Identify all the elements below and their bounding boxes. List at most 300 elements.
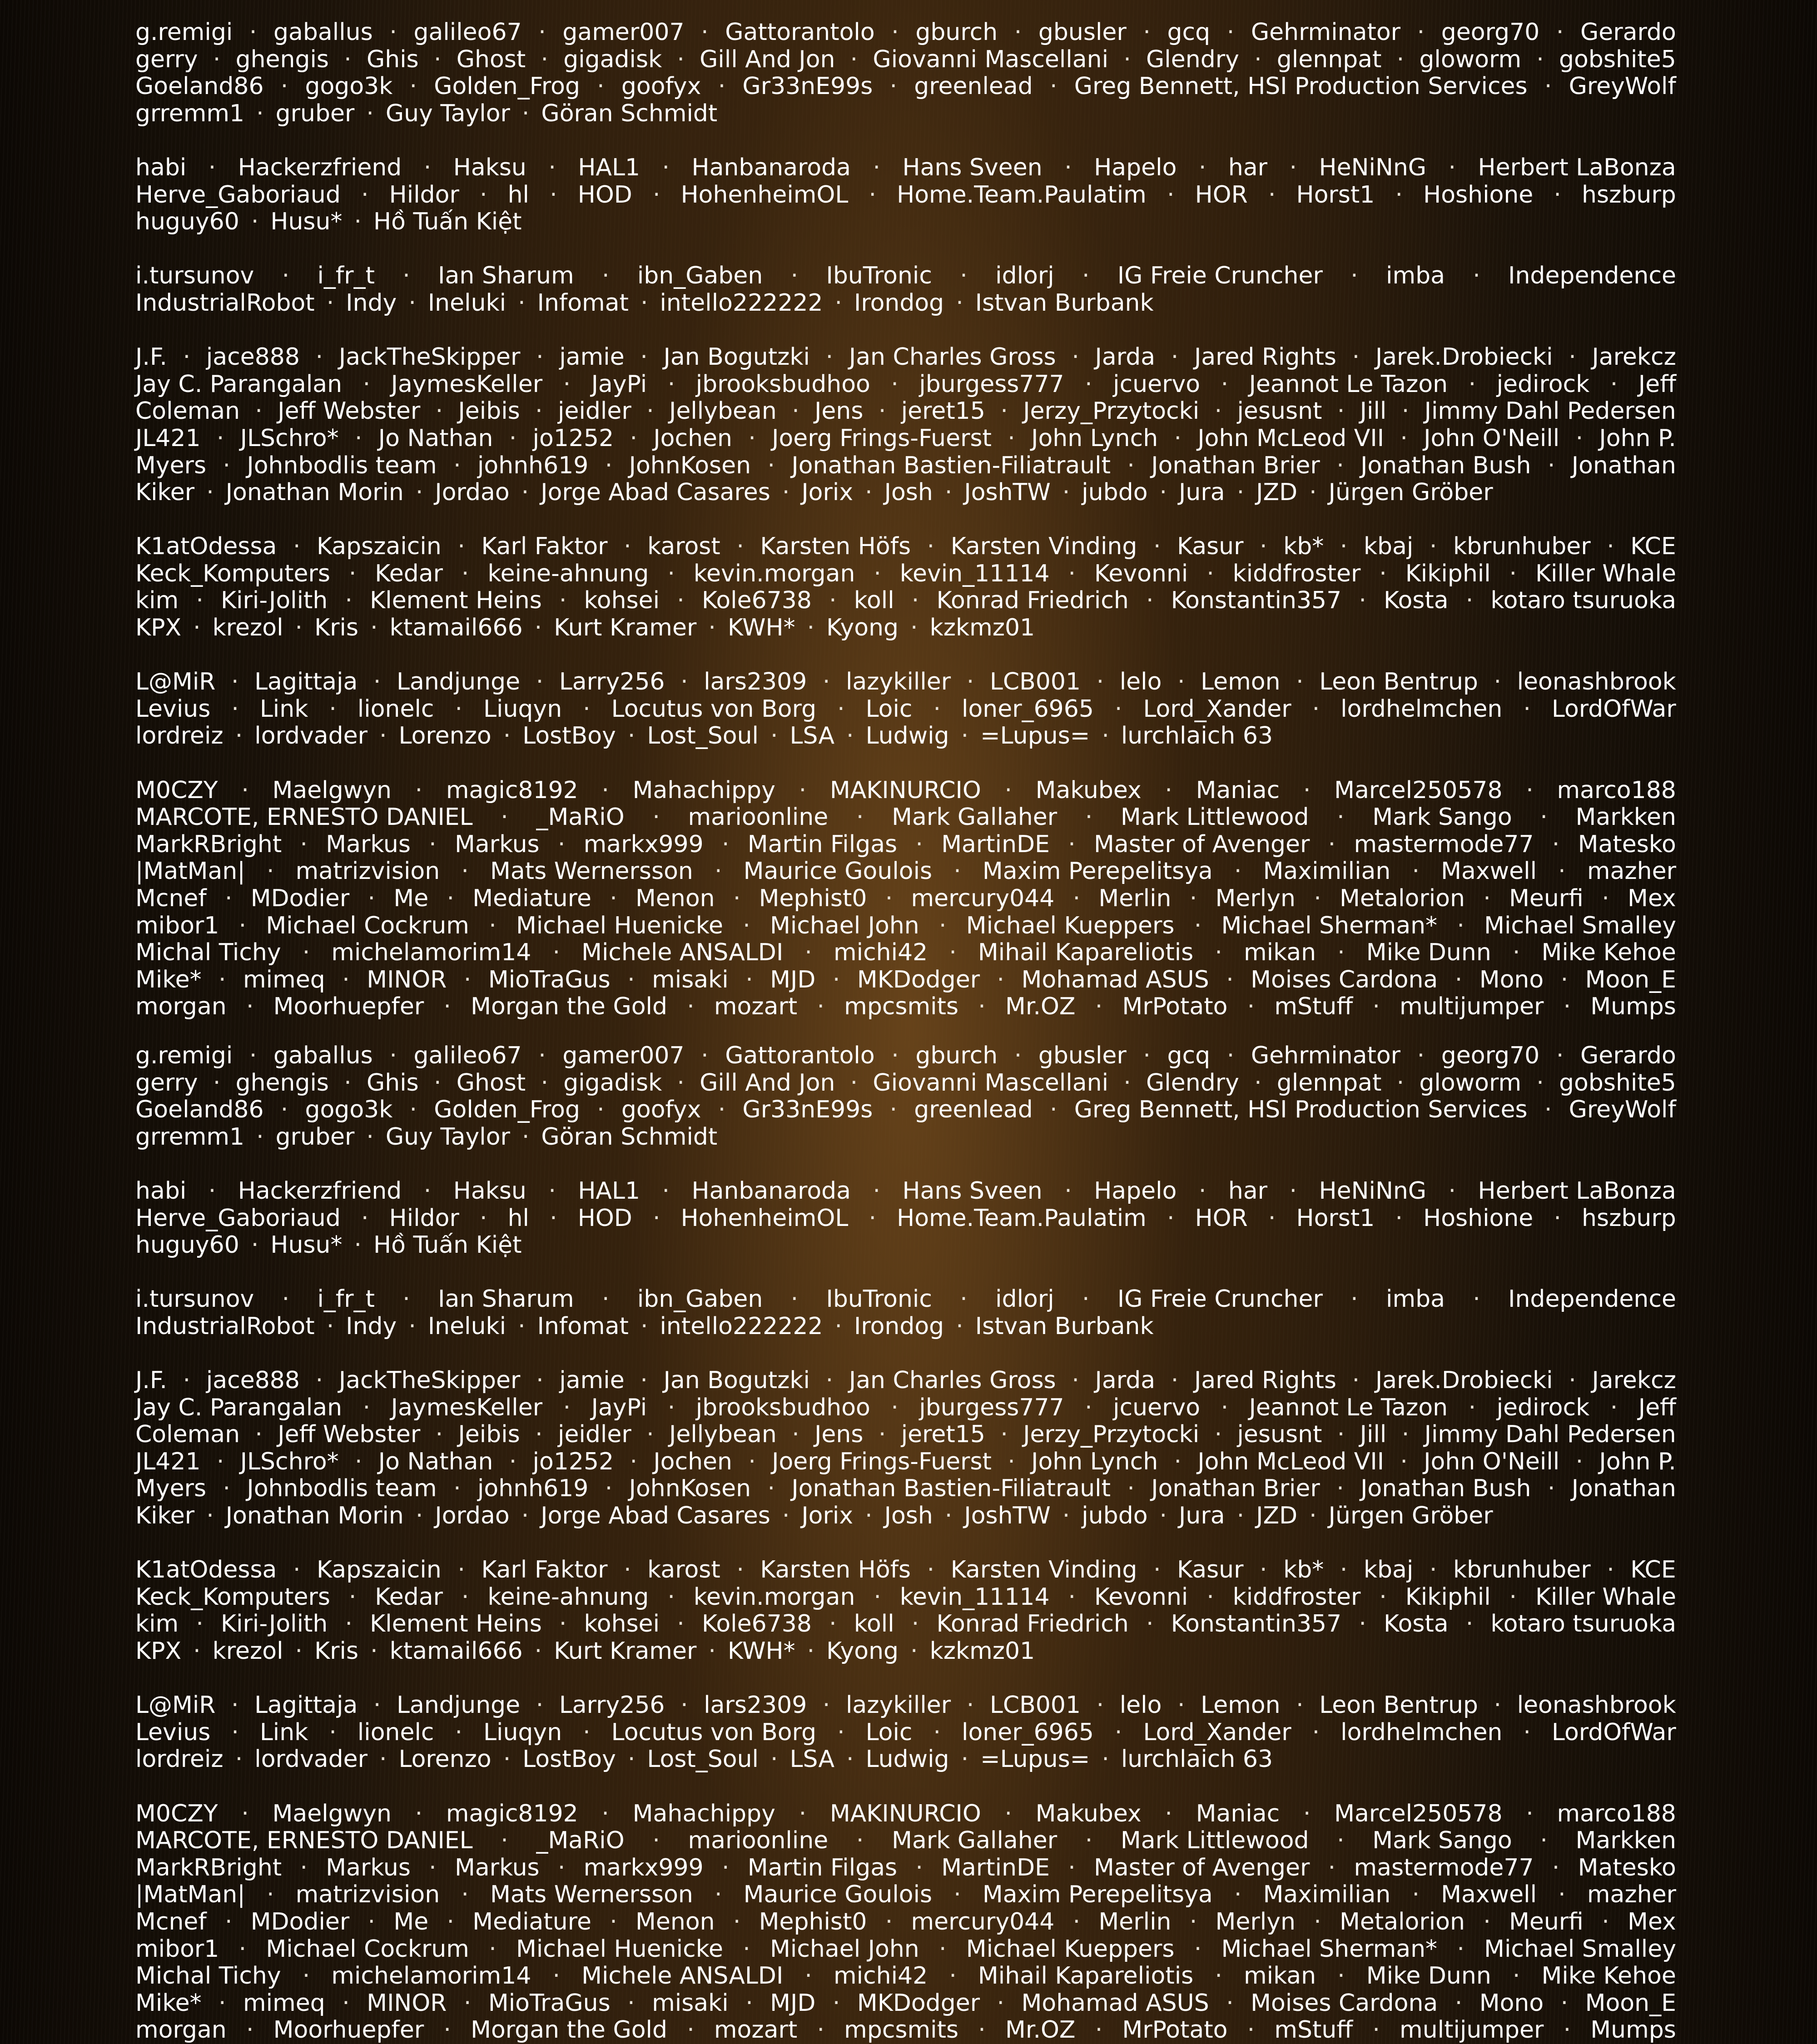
contributor-name: Indy bbox=[346, 1312, 397, 1340]
separator-dot: · bbox=[315, 343, 323, 371]
contributor-name: JL421 bbox=[135, 424, 201, 452]
contributor-name: Karsten Höfs bbox=[760, 1556, 911, 1584]
contributor-name: Michele ANSALDI bbox=[581, 1962, 784, 1990]
separator-dot: · bbox=[1303, 776, 1311, 804]
separator-dot: · bbox=[714, 858, 722, 885]
separator-dot: · bbox=[646, 1421, 654, 1449]
separator-dot: · bbox=[1372, 2016, 1380, 2044]
separator-dot: · bbox=[745, 966, 753, 993]
contributor-name: habi bbox=[135, 1177, 187, 1205]
separator-dot: · bbox=[443, 993, 451, 1021]
separator-dot: · bbox=[231, 695, 239, 723]
credits-line bbox=[135, 208, 1676, 236]
contributor-name: John O'Neill bbox=[1424, 1448, 1560, 1475]
contributor-name: Levius bbox=[135, 695, 211, 723]
contributor-name: IG Freie Cruncher bbox=[1117, 1285, 1323, 1313]
contributor-name: Karl Faktor bbox=[481, 1556, 608, 1584]
separator-dot: · bbox=[837, 1718, 845, 1746]
contributor-name: lionelc bbox=[357, 1718, 434, 1746]
credits-line bbox=[135, 19, 1676, 46]
separator-dot: · bbox=[461, 858, 469, 885]
separator-dot: · bbox=[701, 1042, 709, 1069]
contributor-name: i_fr_t bbox=[317, 1285, 375, 1313]
contributor-name: multijumper bbox=[1400, 2016, 1544, 2044]
credits-line bbox=[135, 344, 1676, 371]
separator-dot: · bbox=[1337, 1827, 1345, 1855]
separator-dot: · bbox=[1314, 885, 1321, 912]
separator-dot: · bbox=[630, 424, 638, 452]
contributor-name: mpcsmits bbox=[844, 993, 959, 1021]
contributor-name: Hoshione bbox=[1423, 181, 1534, 208]
separator-dot: · bbox=[1395, 181, 1403, 208]
contributor-name: Jimmy Dahl Pedersen bbox=[1424, 1421, 1676, 1449]
separator-dot: · bbox=[1396, 1069, 1405, 1096]
contributor-name: Hackerzfriend bbox=[238, 154, 402, 181]
credits-line bbox=[135, 100, 1676, 128]
separator-dot: · bbox=[1340, 1556, 1348, 1584]
separator-dot: · bbox=[927, 1556, 935, 1584]
separator-dot: · bbox=[1004, 776, 1012, 804]
credits-line bbox=[135, 1232, 1676, 1259]
contributor-name: K1atOdessa bbox=[135, 533, 277, 561]
contributor-name: jcuervo bbox=[1113, 1394, 1201, 1421]
separator-dot: · bbox=[367, 885, 376, 912]
contributor-name: greenlead bbox=[914, 1096, 1033, 1124]
contributor-name: JZD bbox=[1256, 479, 1298, 506]
separator-dot: · bbox=[1523, 695, 1531, 723]
separator-dot: · bbox=[1171, 343, 1179, 371]
separator-dot: · bbox=[1412, 858, 1420, 885]
contributor-name: gloworm bbox=[1419, 1069, 1522, 1096]
separator-dot: · bbox=[889, 73, 898, 100]
contributor-name: MINOR bbox=[367, 1989, 447, 2017]
contributor-name: Menon bbox=[635, 885, 715, 912]
contributor-name: har bbox=[1228, 1177, 1268, 1205]
contributor-name: Michael Kueppers bbox=[966, 1935, 1175, 1963]
contributor-name: Kevonni bbox=[1094, 560, 1188, 587]
contributor-name: karost bbox=[647, 533, 720, 561]
credits-line bbox=[135, 1475, 1676, 1503]
separator-dot: · bbox=[652, 804, 660, 831]
separator-dot: · bbox=[1457, 912, 1465, 939]
contributor-name: lurchlaich 63 bbox=[1121, 722, 1273, 750]
contributor-name: Jellybean bbox=[669, 397, 777, 425]
contributor-name: Hồ Tuấn Kiệt bbox=[373, 1231, 522, 1259]
separator-dot: · bbox=[1198, 154, 1206, 181]
contributor-name: Levius bbox=[135, 1718, 211, 1746]
contributor-name: IbuTronic bbox=[826, 262, 932, 290]
contributor-name: Jarda bbox=[1095, 1367, 1156, 1394]
separator-dot: · bbox=[624, 1556, 631, 1584]
separator-dot: · bbox=[1417, 19, 1425, 46]
separator-dot: · bbox=[627, 1746, 635, 1773]
contributor-name: Lord_Xander bbox=[1143, 1718, 1291, 1746]
separator-dot: · bbox=[535, 397, 543, 425]
contributor-name: lordreiz bbox=[135, 1746, 223, 1773]
contributor-name: Kapszaicin bbox=[317, 533, 442, 561]
contributor-name: Michael Cockrum bbox=[266, 1935, 469, 1963]
contributor-name: Landjunge bbox=[396, 668, 521, 696]
separator-dot: · bbox=[1062, 1502, 1070, 1530]
credits-line bbox=[135, 1611, 1676, 1638]
separator-dot: · bbox=[1337, 804, 1345, 831]
contributor-name: Gattorantolo bbox=[725, 19, 875, 46]
separator-dot: · bbox=[235, 722, 243, 750]
separator-dot: · bbox=[721, 830, 730, 858]
contributor-name: marioonline bbox=[688, 1827, 829, 1855]
contributor-name: har bbox=[1228, 154, 1268, 181]
separator-dot: · bbox=[1153, 1556, 1161, 1584]
contributor-name: Michael John bbox=[770, 912, 919, 939]
separator-dot: · bbox=[1102, 1746, 1109, 1773]
separator-dot: · bbox=[362, 370, 371, 398]
separator-dot: · bbox=[1177, 668, 1185, 696]
separator-dot: · bbox=[834, 289, 843, 317]
separator-dot: · bbox=[479, 1204, 487, 1232]
separator-dot: · bbox=[461, 1881, 469, 1909]
contributor-name: kohsei bbox=[584, 1610, 660, 1638]
contributor-name: Jay C. Parangalan bbox=[135, 1394, 343, 1421]
separator-dot: · bbox=[249, 1042, 257, 1069]
separator-dot: · bbox=[1226, 1989, 1234, 2017]
contributor-name: John Lynch bbox=[1031, 424, 1158, 452]
separator-dot: · bbox=[1554, 181, 1561, 208]
contributor-name: Loic bbox=[865, 695, 913, 723]
separator-dot: · bbox=[552, 1962, 561, 1990]
separator-dot: · bbox=[1095, 2016, 1103, 2044]
contributor-name: georg70 bbox=[1441, 19, 1540, 46]
contributor-name: HeNiNnG bbox=[1319, 1177, 1427, 1205]
separator-dot: · bbox=[1068, 560, 1076, 587]
contributor-name: jo1252 bbox=[532, 1448, 614, 1475]
contributor-name: Larry256 bbox=[559, 668, 665, 696]
contributor-name: ibn_Gaben bbox=[637, 1285, 763, 1313]
contributor-name: Markus bbox=[454, 830, 540, 858]
separator-dot: · bbox=[1417, 1042, 1425, 1069]
separator-dot: · bbox=[583, 1718, 591, 1746]
separator-dot: · bbox=[241, 1800, 249, 1827]
contributor-name: Jonathan Bastien-Filiatrault bbox=[791, 1475, 1111, 1503]
separator-dot: · bbox=[1171, 1367, 1179, 1394]
separator-dot: · bbox=[1221, 370, 1229, 398]
contributor-name: Jared Rights bbox=[1194, 1367, 1336, 1394]
separator-dot: · bbox=[1226, 966, 1234, 993]
contributor-name: Mex bbox=[1627, 1908, 1676, 1935]
separator-dot: · bbox=[687, 2016, 695, 2044]
contributor-name: Mihail Kapareliotis bbox=[978, 939, 1194, 967]
separator-dot: · bbox=[1554, 1204, 1561, 1232]
separator-dot: · bbox=[807, 614, 815, 642]
contributor-name: MARCOTE, ERNESTO DANIEL bbox=[135, 804, 473, 831]
contributor-name: kevin_11114 bbox=[899, 560, 1050, 587]
contributor-name: Jeff bbox=[1638, 370, 1676, 398]
credits-line bbox=[135, 1394, 1676, 1422]
separator-dot: · bbox=[1268, 181, 1276, 208]
separator-dot: · bbox=[804, 1962, 812, 1990]
contributor-name: MartinDE bbox=[941, 1854, 1050, 1881]
separator-dot: · bbox=[701, 19, 709, 46]
separator-dot: · bbox=[463, 1989, 472, 2017]
contributor-name: Merlyn bbox=[1215, 1908, 1296, 1935]
separator-dot: · bbox=[550, 181, 557, 208]
separator-dot: · bbox=[1412, 1881, 1420, 1909]
separator-dot: · bbox=[231, 1718, 239, 1746]
separator-dot: · bbox=[1226, 19, 1235, 46]
separator-dot: · bbox=[1008, 424, 1015, 452]
credits-paragraph bbox=[135, 669, 1676, 750]
contributor-name: Glendry bbox=[1146, 45, 1239, 73]
contributor-name: Mike* bbox=[135, 1989, 202, 2017]
credits-line bbox=[135, 1855, 1676, 1882]
contributor-name: hl bbox=[507, 1204, 529, 1232]
separator-dot: · bbox=[1547, 1475, 1555, 1503]
credits-line bbox=[135, 263, 1676, 290]
contributor-name: HOD bbox=[577, 181, 632, 208]
separator-dot: · bbox=[1254, 1069, 1262, 1096]
contributor-name: kohsei bbox=[584, 587, 660, 615]
contributor-name: Kurt Kramer bbox=[554, 1637, 697, 1665]
contributor-name: Me bbox=[393, 885, 429, 912]
separator-dot: · bbox=[1049, 73, 1057, 100]
contributor-name: Maxim Perepelitsya bbox=[982, 1881, 1213, 1909]
credits-line bbox=[135, 1719, 1676, 1746]
contributor-name: Hans Sveen bbox=[902, 154, 1043, 181]
contributor-name: Killer Whale bbox=[1535, 560, 1676, 587]
separator-dot: · bbox=[223, 1475, 231, 1503]
separator-dot: · bbox=[677, 587, 685, 615]
contributor-name: Master of Avenger bbox=[1094, 1854, 1310, 1881]
contributor-name: Kosta bbox=[1383, 587, 1449, 615]
credits-paragraph bbox=[135, 154, 1676, 236]
separator-dot: · bbox=[1556, 1042, 1564, 1069]
credits-line bbox=[135, 1584, 1676, 1611]
contributor-name: Michal Tichy bbox=[135, 1962, 281, 1990]
contributor-name: grremm1 bbox=[135, 1123, 245, 1151]
separator-dot: · bbox=[825, 1367, 834, 1394]
contributor-name: Kurt Kramer bbox=[554, 614, 697, 642]
contributor-name: Markken bbox=[1575, 804, 1676, 831]
credits-line bbox=[135, 1692, 1676, 1719]
separator-dot: · bbox=[1468, 370, 1476, 398]
credits-paragraph bbox=[135, 777, 1676, 1021]
credits-paragraph bbox=[135, 19, 1676, 127]
separator-dot: · bbox=[238, 912, 247, 939]
separator-dot: · bbox=[218, 966, 226, 993]
separator-dot: · bbox=[315, 1367, 323, 1394]
separator-dot: · bbox=[548, 1177, 556, 1205]
separator-dot: · bbox=[822, 668, 830, 696]
separator-dot: · bbox=[856, 1827, 864, 1855]
separator-dot: · bbox=[231, 1692, 239, 1719]
contributor-name: Markus bbox=[326, 830, 411, 858]
separator-dot: · bbox=[300, 830, 308, 858]
contributor-name: Johnbodlis team bbox=[247, 1475, 437, 1503]
separator-dot: · bbox=[677, 1069, 685, 1096]
contributor-name: jeidler bbox=[558, 397, 631, 425]
separator-dot: · bbox=[206, 1502, 214, 1530]
contributor-name: Lorenzo bbox=[398, 722, 491, 750]
contributor-name: Kosta bbox=[1383, 1610, 1449, 1638]
contributor-name: Kedar bbox=[375, 1583, 443, 1611]
separator-dot: · bbox=[1547, 451, 1555, 479]
contributor-name: Mohamad ASUS bbox=[1021, 1989, 1209, 2017]
contributor-name: gigadisk bbox=[563, 1069, 662, 1096]
contributor-name: Mediature bbox=[472, 1908, 591, 1935]
separator-dot: · bbox=[956, 289, 963, 317]
contributor-name: Jimmy Dahl Pedersen bbox=[1424, 397, 1676, 425]
contributor-name: Michal Tichy bbox=[135, 939, 281, 967]
separator-dot: · bbox=[1340, 533, 1348, 561]
contributor-name: gbusler bbox=[1038, 19, 1127, 46]
separator-dot: · bbox=[1000, 1421, 1008, 1449]
separator-dot: · bbox=[509, 424, 517, 452]
contributor-name: Master of Avenger bbox=[1094, 830, 1310, 858]
separator-dot: · bbox=[548, 154, 556, 181]
contributor-name: JLSchro* bbox=[240, 424, 339, 452]
separator-dot: · bbox=[817, 2016, 824, 2044]
separator-dot: · bbox=[1512, 1962, 1520, 1990]
contributor-name: Jonathan Morin bbox=[225, 1502, 404, 1530]
separator-dot: · bbox=[1483, 885, 1491, 912]
contributor-name: Husu* bbox=[270, 1231, 343, 1259]
contributor-name: kiddfroster bbox=[1232, 560, 1361, 587]
separator-dot: · bbox=[266, 1881, 274, 1909]
contributor-name: magic8192 bbox=[446, 1800, 578, 1827]
contributor-name: Ghost bbox=[456, 45, 526, 73]
contributor-name: MDodier bbox=[250, 885, 350, 912]
separator-dot: · bbox=[718, 73, 726, 100]
contributor-name: Martin Filgas bbox=[747, 1854, 898, 1881]
separator-dot: · bbox=[885, 1908, 893, 1935]
separator-dot: · bbox=[1260, 1556, 1267, 1584]
contributor-name: Merlin bbox=[1098, 885, 1172, 912]
contributor-name: Kris bbox=[314, 614, 359, 642]
separator-dot: · bbox=[183, 1367, 191, 1394]
separator-dot: · bbox=[326, 289, 334, 317]
separator-dot: · bbox=[1159, 479, 1167, 506]
credits-paragraph bbox=[135, 1801, 1676, 2044]
separator-dot: · bbox=[846, 1746, 854, 1773]
contributor-name: lazykiller bbox=[845, 668, 951, 696]
contributor-name: Mark Littlewood bbox=[1120, 804, 1309, 831]
separator-dot: · bbox=[915, 830, 923, 858]
credits-line bbox=[135, 561, 1676, 588]
credits-line bbox=[135, 533, 1676, 561]
contributor-name: galileo67 bbox=[413, 1042, 522, 1069]
contributor-name: Lemon bbox=[1201, 668, 1281, 696]
separator-dot: · bbox=[366, 99, 374, 127]
separator-dot: · bbox=[1556, 19, 1564, 46]
separator-dot: · bbox=[1068, 1583, 1076, 1611]
separator-dot: · bbox=[1174, 424, 1182, 452]
contributor-name: Liuqyn bbox=[483, 1718, 562, 1746]
contributor-name: Jens bbox=[814, 397, 864, 425]
separator-dot: · bbox=[479, 181, 487, 208]
contributor-name: Jorix bbox=[801, 1502, 854, 1530]
separator-dot: · bbox=[1328, 830, 1336, 858]
contributor-name: Hildor bbox=[389, 181, 459, 208]
separator-dot: · bbox=[873, 1177, 881, 1205]
separator-dot: · bbox=[402, 262, 410, 290]
contributor-name: Marcel250578 bbox=[1334, 776, 1503, 804]
separator-dot: · bbox=[792, 397, 799, 425]
contributor-name: michi42 bbox=[833, 939, 928, 967]
contributor-name: Golden_Frog bbox=[434, 1096, 580, 1124]
separator-dot: · bbox=[379, 1746, 387, 1773]
contributor-name: Konstantin357 bbox=[1171, 587, 1342, 615]
contributor-name: Jonathan bbox=[1571, 1475, 1676, 1503]
contributor-name: JohnKosen bbox=[629, 1475, 751, 1503]
contributor-name: John McLeod VII bbox=[1197, 424, 1385, 452]
contributor-name: gobshite5 bbox=[1559, 1069, 1676, 1096]
contributor-name: MINOR bbox=[367, 966, 447, 993]
separator-dot: · bbox=[1236, 479, 1245, 506]
contributor-name: Maurice Goulois bbox=[743, 858, 933, 885]
separator-dot: · bbox=[1143, 1042, 1151, 1069]
contributor-name: Istvan Burbank bbox=[975, 289, 1154, 317]
separator-dot: · bbox=[213, 1069, 221, 1096]
contributor-name: grremm1 bbox=[135, 99, 245, 127]
separator-dot: · bbox=[354, 208, 362, 236]
separator-dot: · bbox=[503, 722, 511, 750]
credits-line bbox=[135, 1827, 1676, 1855]
separator-dot: · bbox=[1401, 1421, 1410, 1449]
separator-dot: · bbox=[535, 1421, 543, 1449]
separator-dot: · bbox=[293, 1556, 301, 1584]
contributor-name: Jürgen Gröber bbox=[1328, 1502, 1493, 1530]
separator-dot: · bbox=[652, 181, 660, 208]
separator-dot: · bbox=[366, 1123, 374, 1151]
contributor-name: gobshite5 bbox=[1559, 45, 1676, 73]
credits-line bbox=[135, 1070, 1676, 1097]
contributor-name: kevin.morgan bbox=[693, 560, 855, 587]
contributor-name: Jorge Abad Casares bbox=[541, 479, 770, 506]
contributor-name: Marcel250578 bbox=[1334, 1800, 1503, 1827]
separator-dot: · bbox=[1558, 858, 1566, 885]
separator-dot: · bbox=[541, 1069, 548, 1096]
contributor-name: Gerardo bbox=[1580, 1042, 1676, 1069]
separator-dot: · bbox=[1328, 1854, 1336, 1881]
separator-dot: · bbox=[433, 45, 442, 73]
separator-dot: · bbox=[415, 776, 423, 804]
contributor-name: Moorhuepfer bbox=[273, 2016, 424, 2044]
contributor-name: Mcnef bbox=[135, 885, 207, 912]
contributor-name: gogo3k bbox=[305, 1096, 393, 1124]
separator-dot: · bbox=[1072, 1367, 1079, 1394]
separator-dot: · bbox=[1379, 1583, 1387, 1611]
contributor-name: Markken bbox=[1575, 1827, 1676, 1855]
separator-dot: · bbox=[1254, 45, 1262, 73]
contributor-name: Lemon bbox=[1201, 1692, 1281, 1719]
contributor-name: Mark Gallaher bbox=[892, 1827, 1057, 1855]
separator-dot: · bbox=[1296, 668, 1304, 696]
separator-dot: · bbox=[1512, 939, 1520, 967]
separator-dot: · bbox=[423, 1177, 432, 1205]
contributor-name: jamie bbox=[559, 1367, 625, 1394]
separator-dot: · bbox=[933, 695, 941, 723]
separator-dot: · bbox=[231, 668, 239, 696]
separator-dot: · bbox=[949, 1962, 957, 1990]
contributor-name: Jorix bbox=[801, 479, 854, 506]
contributor-name: Merlyn bbox=[1215, 885, 1296, 912]
separator-dot: · bbox=[1575, 424, 1584, 452]
contributor-name: Mumps bbox=[1590, 993, 1676, 1021]
separator-dot: · bbox=[770, 1746, 778, 1773]
separator-dot: · bbox=[885, 885, 893, 912]
contributor-name: krezol bbox=[212, 614, 283, 642]
contributor-name: Landjunge bbox=[396, 1692, 521, 1719]
contributor-name: ghengis bbox=[235, 45, 329, 73]
